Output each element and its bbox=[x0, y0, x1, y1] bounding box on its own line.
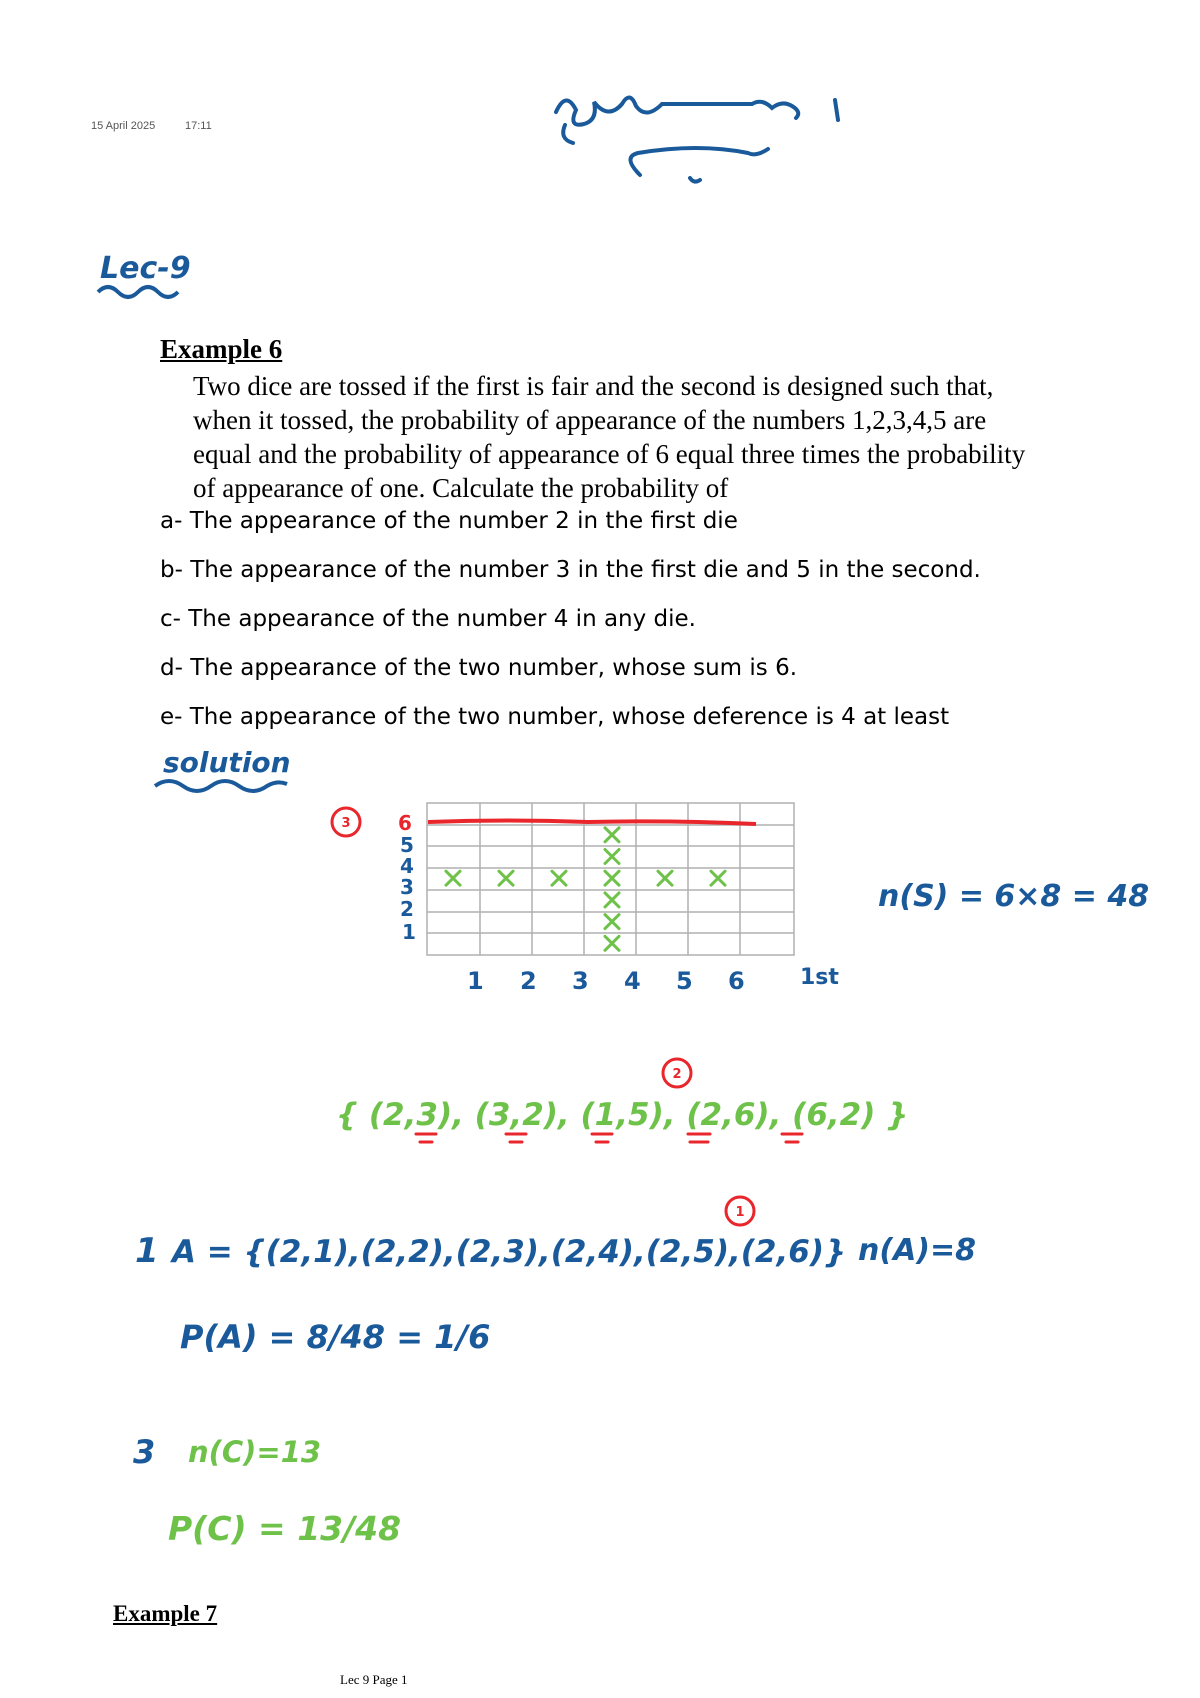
circle-label-d: 2 bbox=[672, 1067, 682, 1082]
x-label-1: 1 bbox=[467, 967, 484, 995]
statement-line: when it tossed, the probability of appearance of the numbers 1,2,3,4,5 are bbox=[193, 405, 987, 435]
y-label-1: 1 bbox=[402, 920, 416, 944]
event-c-count: n(C)=13 bbox=[188, 1435, 322, 1469]
x-axis-labels bbox=[467, 967, 745, 995]
example-6-statement bbox=[193, 369, 1153, 505]
question-e: e- The appearance of the two number, whose deference is 4 at least bbox=[160, 704, 950, 730]
x-label-4: 4 bbox=[624, 967, 641, 995]
first-die-label: 1st bbox=[800, 965, 839, 990]
sample-space-count: n(S) = 6×8 = 48 bbox=[878, 879, 1150, 914]
y-label-4: 4 bbox=[400, 854, 414, 878]
solution-label bbox=[155, 746, 291, 791]
time-stamp: 17:11 bbox=[185, 120, 212, 132]
row6-highlight bbox=[428, 821, 756, 825]
example-7-title: Example 7 bbox=[113, 1601, 218, 1626]
circle-label-group bbox=[332, 808, 754, 1225]
event-c-probability: P(C) = 13/48 bbox=[168, 1509, 402, 1548]
circle-label-a: 1 bbox=[735, 1205, 745, 1220]
page-footer: Lec 9 Page 1 bbox=[340, 1672, 408, 1687]
question-c: c- The appearance of the number 4 in any die. bbox=[160, 606, 696, 632]
y-label-3: 3 bbox=[400, 875, 414, 899]
sum6-underlines bbox=[416, 1134, 802, 1142]
y-axis-labels bbox=[398, 811, 416, 944]
x-label-3: 3 bbox=[572, 967, 589, 995]
y-label-5: 5 bbox=[400, 833, 414, 857]
event-a-set: A = {(2,1),(2,2),(2,3),(2,4),(2,5),(2,6)} bbox=[172, 1234, 847, 1270]
part-c-number: 3 bbox=[133, 1433, 156, 1471]
arabic-scribble bbox=[556, 97, 838, 181]
question-a: a- The appearance of the number 2 in the first die bbox=[160, 508, 738, 534]
example-6-title: Example 6 bbox=[160, 334, 283, 364]
lecture-label bbox=[98, 251, 191, 297]
event-a-count: n(A)=8 bbox=[858, 1233, 977, 1268]
part-a-number: 1 bbox=[135, 1231, 159, 1271]
statement-line: equal and the probability of appearance of 6 equal three times the probability bbox=[193, 439, 1026, 469]
x-label-5: 5 bbox=[676, 967, 693, 995]
question-d: d- The appearance of the two number, whose sum is 6. bbox=[160, 655, 798, 681]
event-a-probability: P(A) = 8/48 = 1/6 bbox=[180, 1318, 491, 1356]
statement-line: Two dice are tossed if the first is fair and the second is designed such that, bbox=[193, 371, 994, 401]
sum6-outcomes: { (2,3), (3,2), (1,5), (2,6), (6,2) } bbox=[336, 1097, 909, 1133]
question-b: b- The appearance of the number 3 in the first die and 5 in the second. bbox=[160, 557, 981, 583]
y-label-6: 6 bbox=[398, 811, 412, 835]
x-label-2: 2 bbox=[520, 967, 537, 995]
x-label-6: 6 bbox=[728, 967, 745, 995]
circle-label-c: 3 bbox=[341, 816, 351, 831]
svg-text:Lec-9: Lec-9 bbox=[100, 251, 191, 286]
y-label-2: 2 bbox=[400, 897, 414, 921]
date-stamp: 15 April 2025 bbox=[91, 120, 156, 132]
statement-line: of appearance of one. Calculate the probability of bbox=[193, 473, 729, 503]
svg-text:solution: solution bbox=[163, 746, 291, 779]
